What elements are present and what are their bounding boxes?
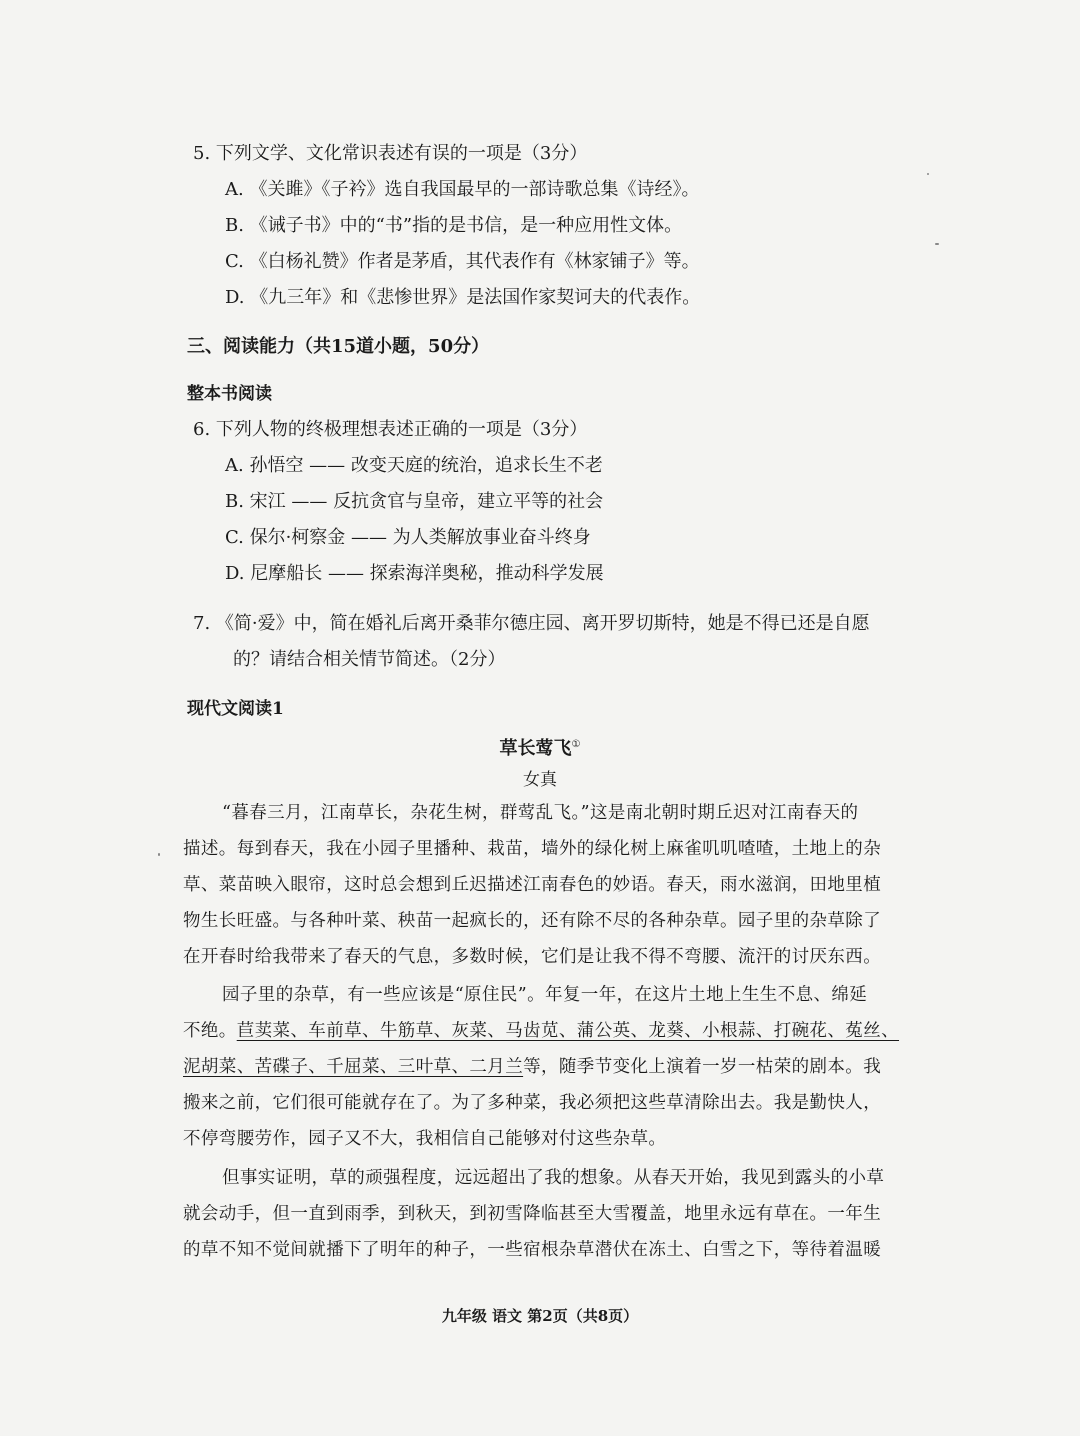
whole-book-heading: 整本书阅读 [187,384,272,404]
p2-line-2 [183,1019,899,1043]
p1-line-4: 物生长旺盛。与各种叶菜、秧苗一起疯长的，还有除不尽的各种杂草。园子里的杂草除了 [183,911,882,931]
p3-line-1: 但事实证明，草的顽强程度，远远超出了我的想象。从春天开始，我见到露头的小草 [222,1168,885,1188]
q6-option-b: B. 宋江 —— 反抗贪官与皇帝，建立平等的社会 [225,491,604,512]
q7-line-1: 7. 《简·爱》中，简在婚礼后离开桑菲尔德庄园、离开罗切斯特，她是不得已还是自愿 [193,613,870,634]
p1-line-2: 描述。每到春天，我在小园子里播种、栽苗，墙外的绿化树上麻雀叽叽喳喳，土地上的杂 [183,839,882,859]
section-3-heading: 三、阅读能力（共15道小题，50分） [187,336,490,357]
article-author: 女真 [523,770,557,790]
p3-line-2: 就会动手，但一直到雨季，到秋天，到初雪降临甚至大雪覆盖，地里永远有草在。一年生 [183,1204,882,1224]
p2-line-3-plain: 等，随季节变化上演着一岁一枯荣的剧本。我 [523,1057,882,1077]
q6-stem: 6. 下列人物的终极理想表述正确的一项是（3分） [193,419,588,440]
p1-line-5: 在开春时给我带来了春天的气息，多数时候，它们是让我不得不弯腰、流汗的讨厌东西。 [183,947,882,967]
q5-stem: 5. 下列文学、文化常识表述有误的一项是（3分） [193,143,588,164]
modern-reading-heading: 现代文阅读1 [187,699,284,719]
q5-option-b: B. 《诫子书》中的“书”指的是书信，是一种应用性文体。 [225,215,683,236]
p2-underlined-weeds-2: 泥胡菜、苦碟子、千屈菜、三叶草、二月兰 [183,1057,524,1077]
p2-line-1: 园子里的杂草，有一些应该是“原住民”。年复一年，在这片土地上生生不息、绵延 [222,985,868,1005]
p2-underlined-weeds-1: 苣荬菜、车前草、牛筋草、灰菜、马齿苋、蒲公英、龙葵、小根蒜、打碗花、菟丝、 [236,1021,900,1041]
p2-line-5: 不停弯腰劳作，园子又不大，我相信自己能够对付这些杂草。 [183,1129,667,1149]
q5-option-a: A. 《关雎》《子衿》选自我国最早的一部诗歌总集《诗经》。 [225,179,700,200]
p1-line-1: “暮春三月，江南草长，杂花生树，群莺乱飞。”这是南北朝时期丘迟对江南春天的 [222,803,859,823]
article-title [0,733,1080,761]
q6-option-c: C. 保尔·柯察金 —— 为人类解放事业奋斗终身 [225,527,591,548]
article-title-note: ① [571,739,581,750]
q5-option-d: D. 《九三年》和《悲惨世界》是法国作家契诃夫的代表作。 [225,287,701,308]
q6-option-d: D. 尼摩船长 —— 探索海洋奥秘，推动科学发展 [225,563,604,584]
article-title-text: 草长莺飞 [499,738,572,759]
q5-option-c: C. 《白杨礼赞》作者是茅盾，其代表作有《林家铺子》等。 [225,251,700,272]
scan-speck [158,853,160,856]
scan-speck [927,173,929,175]
q7-line-2: 的？请结合相关情节简述。（2分） [233,649,506,670]
p2-line-4: 搬来之前，它们很可能就存在了。为了多种菜，我必须把这些草清除出去。我是勤快人， [183,1093,882,1113]
q6-option-a: A. 孙悟空 —— 改变天庭的统治，追求长生不老 [225,455,603,476]
page-footer: 九年级 语文 第2页（共8页） [441,1307,639,1325]
p2-line-3 [183,1055,881,1079]
p3-line-3: 的草不知不觉间就播下了明年的种子，一些宿根杂草潜伏在冻土、白雪之下，等待着温暖 [183,1240,882,1260]
p1-line-3: 草、菜苗映入眼帘，这时总会想到丘迟描述江南春色的妙语。春天，雨水滋润，田地里植 [183,875,882,895]
p2-line-2-plain: 不绝。 [183,1021,237,1041]
scan-speck [935,243,939,245]
